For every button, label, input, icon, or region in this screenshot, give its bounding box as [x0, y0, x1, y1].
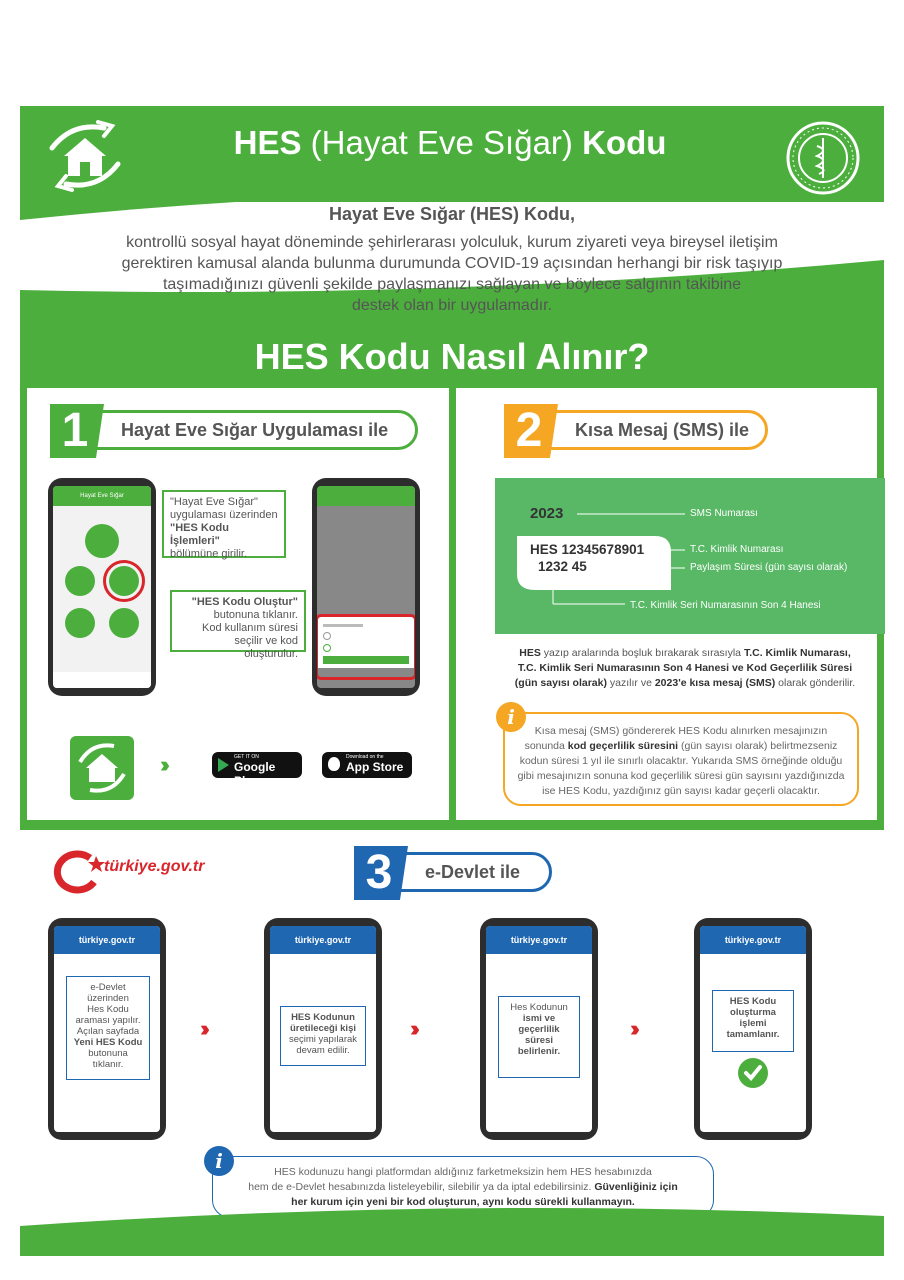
- frame-left: [20, 388, 27, 820]
- hes-app-phone-home: [48, 478, 156, 696]
- app-menu-circle[interactable]: [65, 566, 95, 596]
- apple-icon: [328, 757, 340, 771]
- edevlet-step-box: e-Devlet üzerinden Hes Kodu araması yapılır. Açılan sayfada Yeni HES Kodu butonuna tıklanır.: [66, 976, 150, 1080]
- hes-app-icon[interactable]: [70, 736, 134, 800]
- frame-bottom: [20, 820, 884, 830]
- step3-pill: [388, 852, 552, 892]
- chevrons-icon: ›››: [630, 1016, 634, 1041]
- info-icon: i: [204, 1146, 234, 1176]
- app-tabbar: [53, 672, 151, 688]
- intro-heading: Hayat Eve Sığar (HES) Kodu,: [328, 204, 576, 224]
- chevrons-icon: ›››: [160, 752, 164, 777]
- step1-pill: [80, 410, 418, 450]
- app-bar: Hayat Eve Sığar: [53, 486, 151, 506]
- edevlet-phone-2: [264, 918, 382, 1140]
- section-title: HES Kodu Nasıl Alınır?: [254, 336, 650, 377]
- highlight-box: [317, 614, 415, 680]
- label-period: Paylaşım Süresi (gün sayısı olarak): [690, 562, 848, 573]
- app-menu-circle[interactable]: [85, 524, 119, 558]
- step1-note1: "Hayat Eve Sığar" uygulaması üzerinden "HES Kodu İşlemleri" bölümüne girilir.: [162, 490, 286, 558]
- sms-number-label: SMS Numarası: [690, 508, 758, 519]
- google-play-icon: [218, 758, 229, 772]
- edevlet-phone-3: [480, 918, 598, 1140]
- hes-app-phone-create: [312, 478, 420, 696]
- edevlet-step-box: HES Kodu oluşturma işlemi tamamlanır.: [712, 990, 794, 1052]
- step2-number: 2: [515, 404, 543, 457]
- sms-line1: HES 12345678901: [530, 542, 645, 557]
- label-tc: T.C. Kimlik Numarası: [690, 544, 784, 555]
- turkiye-gov-brand: türkiye.gov.tr: [104, 858, 205, 875]
- check-icon: [738, 1058, 768, 1088]
- intro-text: kontrollü sosyal hayat döneminde şehirlerarası yolculuk, kurum ziyareti veya bireysel iletişim gerektiren kamusal alanda bulunma durumunda COVID-19 açısından herhangi bir risk taşıyıp taşımadığınızı güvenli şekilde paylaşmanızı sağlayan ve böylece salgının takibine destek olan bir uygulamadır.: [121, 234, 783, 314]
- step3-number: 3: [365, 846, 393, 899]
- step1-number: 1: [61, 404, 89, 457]
- info-icon: i: [496, 702, 526, 732]
- app-store-button[interactable]: Download on the App Store: [322, 752, 412, 778]
- edevlet-header: türkiye.gov.tr: [270, 926, 376, 954]
- app-menu-circle[interactable]: [109, 608, 139, 638]
- step1-note2: "HES Kodu Oluştur" butonuna tıklanır. Kod kullanım süresi seçilir ve kod oluşturulur.: [170, 590, 306, 652]
- sms-info-box: Kısa mesaj (SMS) göndererek HES Kodu alınırken mesajınızın sonunda kod geçerlilik süresini (gün sayısı olarak) belirtmezseniz kodun süresi 1 yıl ile sınırlı olacaktır. Yukarıda SMS örneğinde olduğu gibi mesajınızın sonuna kod geçerlilik süresi gün sayısını yazdığınızda ise HES Kodu, yazdığınız gün sayısı kadar geçerli olacaktır.: [503, 712, 859, 806]
- sms-line2: 1232 45: [538, 559, 587, 574]
- step3-label: e-Devlet ile: [425, 862, 521, 882]
- edevlet-step-box: Hes Kodunun ismi ve geçerlilik süresi belirlenir.: [498, 996, 580, 1078]
- label-serial: T.C. Kimlik Seri Numarasının Son 4 Hanesi: [630, 600, 821, 611]
- highlight-circle: [103, 560, 145, 602]
- edevlet-header: türkiye.gov.tr: [486, 926, 592, 954]
- page-title: HES (Hayat Eve Sığar) Kodu: [233, 124, 667, 161]
- edevlet-phone-1: [48, 918, 166, 1140]
- edevlet-header: türkiye.gov.tr: [700, 926, 806, 954]
- frame-divider: [449, 388, 456, 820]
- google-play-button[interactable]: GET IT ON Google Play: [212, 752, 302, 778]
- sms-description: HES yazıp aralarında boşluk bırakarak sırasıyla T.C. Kimlik Numarası, T.C. Kimlik Seri Numarasının Son 4 Hanesi ve Kod Geçerlilik Süresi (gün sayısı olarak) yazılır ve 2023'e kısa mesaj (SMS) olarak gönderilir.: [514, 647, 856, 689]
- edevlet-phone-4: [694, 918, 812, 1140]
- chevrons-icon: ›››: [410, 1016, 414, 1041]
- house-hands-icon: [42, 118, 128, 194]
- step2-label: Kısa Mesaj (SMS) ile: [575, 420, 750, 440]
- step1-label: Hayat Eve Sığar Uygulaması ile: [121, 420, 389, 440]
- sms-number: 2023: [530, 505, 564, 522]
- edevlet-step-box: HES Kodunun üretileceği kişi seçimi yapılarak devam edilir.: [280, 1006, 366, 1066]
- app-bar: [317, 486, 415, 506]
- footer-info-box: HES kodunuzu hangi platformdan aldığınız farketmeksizin hem HES hesabınızda hem de e-Devlet hesabınızda listeleyebilir, silebilir ya da iptal edebilirsiniz. Güvenliğiniz için her kurum için yeni bir kod oluşturun, aynı kodu sürekli kullanmayın.: [212, 1156, 714, 1218]
- ministry-seal-icon: [785, 120, 861, 196]
- footer-curve: [20, 1196, 884, 1256]
- turkiye-gov-logo-icon: [50, 850, 110, 894]
- app-menu-circle[interactable]: [65, 608, 95, 638]
- edevlet-header: türkiye.gov.tr: [54, 926, 160, 954]
- chevrons-icon: ›››: [200, 1016, 204, 1041]
- step2-pill: [538, 410, 768, 450]
